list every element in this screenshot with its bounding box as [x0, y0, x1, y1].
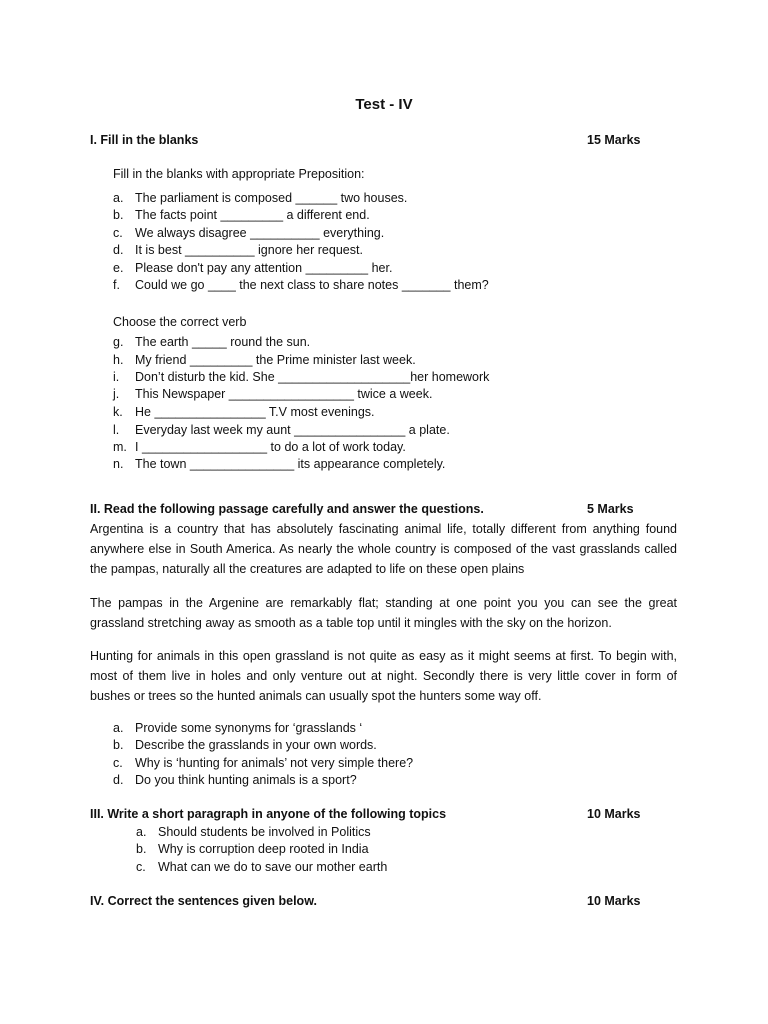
item-text: The town _______________ its appearance completely. [135, 457, 446, 471]
topic-label: a. [136, 825, 147, 839]
question-label: b. [113, 738, 124, 752]
section-3-heading [90, 807, 650, 821]
section-1-subheading-preposition: Fill in the blanks with appropriate Preposition: [113, 167, 365, 181]
item-label: b. [113, 208, 124, 222]
item-label: g. [113, 335, 124, 349]
question-text: Why is ‘hunting for animals’ not very simple there? [135, 756, 414, 770]
passage-paragraph-3: Hunting for animals in this open grassland is not quite as easy as it might seems at first. To begin with, most of them live in holes and only venture out at night. Secondly there is very little cover in form of bushes or trees so the hunted animals can usually spot the hunters some way off. [90, 649, 677, 703]
topic-text: Should students be involved in Politics [158, 825, 371, 839]
section-2-title: II. Read the following passage carefully and answer the questions. [90, 502, 484, 516]
question-text: Describe the grasslands in your own words. [135, 738, 377, 752]
section-1-marks: 15 Marks [587, 133, 641, 147]
passage-paragraph-2: The pampas in the Argenine are remarkably flat; standing at one point you you can see the great grassland stretching away as smooth as a table top until it mingles with the sky on the horizon. [90, 596, 677, 630]
section-4-heading [90, 894, 650, 908]
item-text: He ________________ T.V most evenings. [135, 405, 375, 419]
topic-text: What can we do to save our mother earth [158, 860, 388, 874]
section-2-marks: 5 Marks [587, 502, 634, 516]
item-text: It is best __________ ignore her request. [135, 243, 363, 257]
item-label: j. [113, 387, 120, 401]
item-label: c. [113, 226, 123, 240]
item-label: i. [113, 370, 120, 384]
item-text: This Newspaper __________________ twice a week. [135, 387, 433, 401]
item-text: We always disagree __________ everything. [135, 226, 385, 240]
item-text: My friend _________ the Prime minister last week. [135, 353, 416, 367]
passage-paragraph-1: Argentina is a country that has absolutely fascinating animal life, totally different from anything found anywhere else in South America. As nearly the whole country is composed of the vast grasslands called the pampas, naturally all the creatures are adapted to life on these open plains [90, 522, 677, 576]
question-label: d. [113, 773, 124, 787]
question-label: c. [113, 756, 123, 770]
item-text: Could we go ____ the next class to share notes _______ them? [135, 278, 489, 292]
section-3-marks: 10 Marks [587, 807, 641, 821]
item-label: h. [113, 353, 124, 367]
item-label: d. [113, 243, 124, 257]
item-text: Please don't pay any attention _________ her. [135, 261, 393, 275]
section-1-title: I. Fill in the blanks [90, 133, 199, 147]
item-text: I __________________ to do a lot of work today. [135, 440, 406, 454]
section-4-marks: 10 Marks [587, 894, 641, 908]
section-4-title: IV. Correct the sentences given below. [90, 894, 317, 908]
item-label: n. [113, 457, 124, 471]
question-label: a. [113, 721, 124, 735]
topic-label: c. [136, 860, 146, 874]
section-1-subheading-verb: Choose the correct verb [113, 315, 247, 329]
page-title: Test - IV [355, 96, 413, 113]
item-label: e. [113, 261, 124, 275]
question-text: Do you think hunting animals is a sport? [135, 773, 357, 787]
topic-text: Why is corruption deep rooted in India [158, 842, 369, 856]
item-text: The facts point _________ a different end. [135, 208, 370, 222]
topic-label: b. [136, 842, 147, 856]
item-label: a. [113, 191, 124, 205]
item-text: The parliament is composed ______ two houses. [135, 191, 408, 205]
section-3-title: III. Write a short paragraph in anyone of the following topics [90, 807, 447, 821]
item-text: The earth _____ round the sun. [135, 335, 311, 349]
item-text: Everyday last week my aunt ________________ a plate. [135, 423, 450, 437]
section-1-heading [90, 133, 650, 147]
question-text: Provide some synonyms for ‘grasslands ‘ [135, 721, 363, 735]
item-label: k. [113, 405, 123, 419]
item-label: l. [113, 423, 120, 437]
item-label: f. [113, 278, 120, 292]
section-2-heading [90, 502, 650, 516]
item-text: Don’t disturb the kid. She ___________________her homework [135, 370, 490, 384]
item-label: m. [113, 440, 127, 454]
